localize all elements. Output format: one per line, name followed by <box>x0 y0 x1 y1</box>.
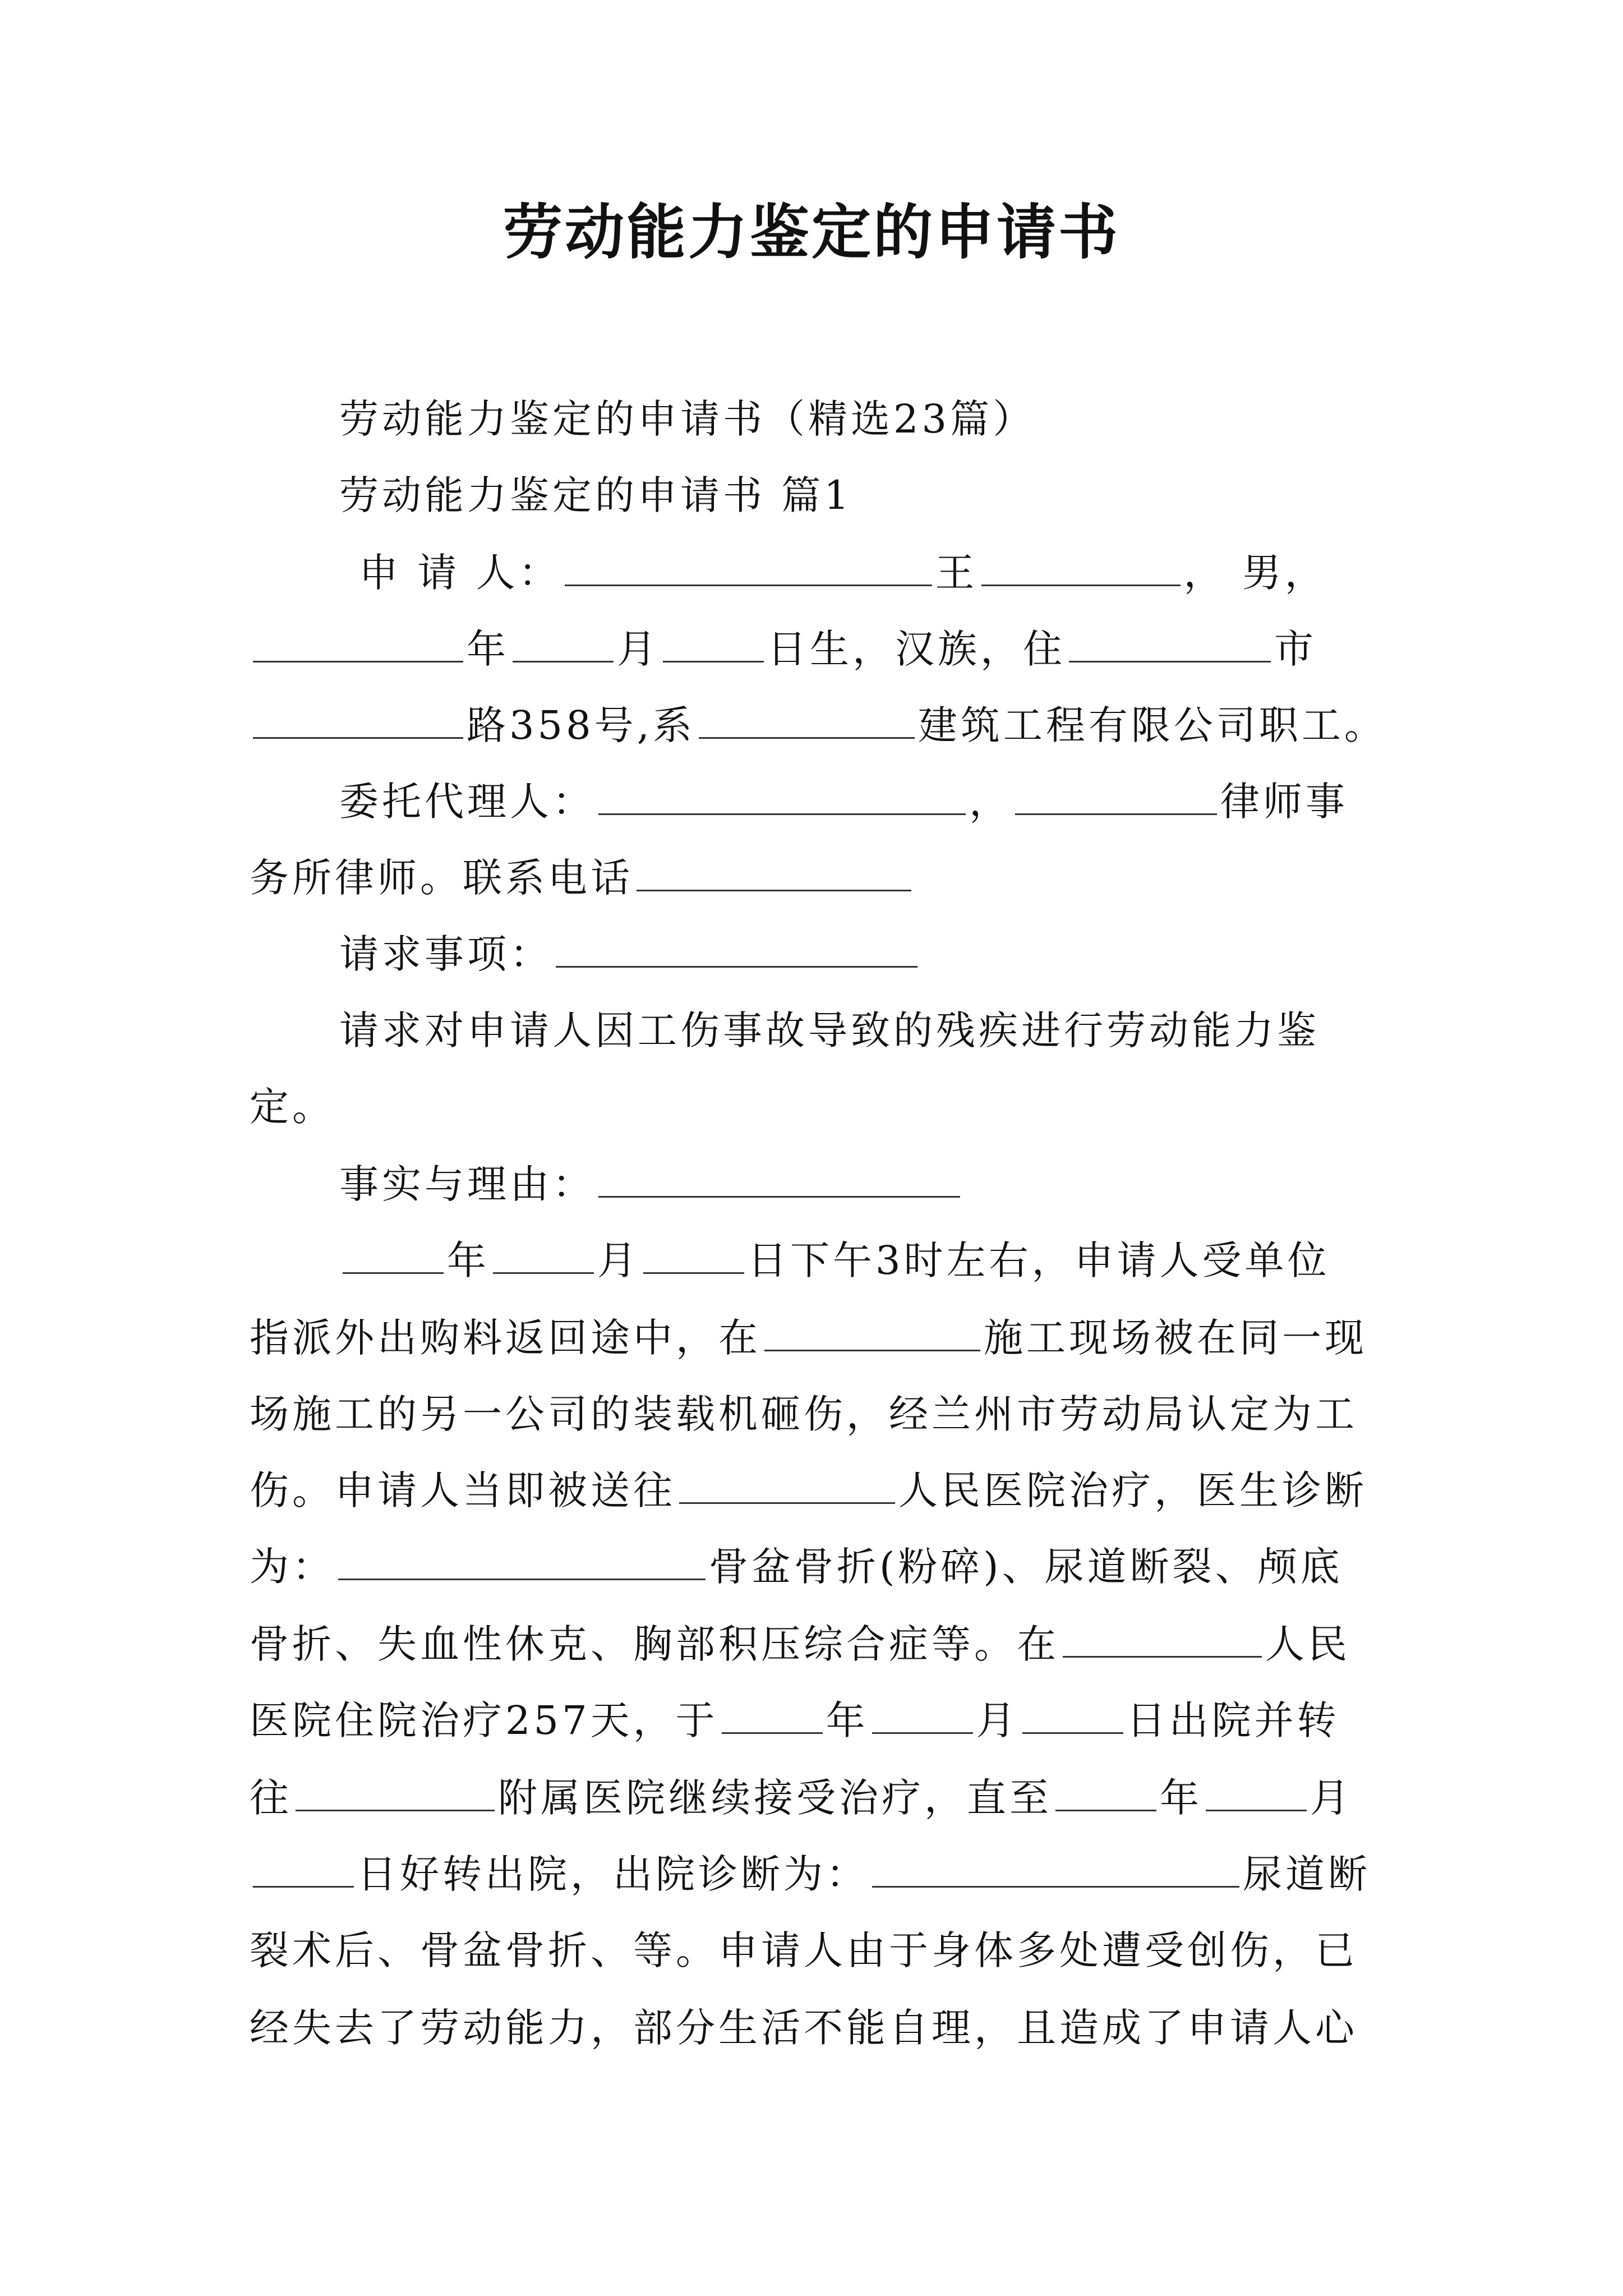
fill-in-blank <box>1022 1703 1123 1734</box>
fill-in-blank <box>872 1857 1239 1888</box>
text-segment: 日下午3时左右，申请人受单位 <box>748 1237 1330 1283</box>
text-segment: ， 男， <box>1183 550 1327 596</box>
fill-in-blank <box>343 1243 444 1274</box>
text-segment: 医院住院治疗257天，于 <box>250 1697 718 1743</box>
text-line <box>250 2005 1358 2051</box>
text-line <box>250 1544 1343 1590</box>
text-segment: 月 <box>976 1697 1019 1743</box>
fill-in-blank <box>981 555 1181 586</box>
text-segment: 人民医院治疗，医生诊断 <box>898 1467 1367 1513</box>
text-line <box>339 1161 963 1207</box>
fill-in-blank <box>722 1703 823 1734</box>
text-line <box>339 931 921 977</box>
text-segment: 年 <box>467 626 509 672</box>
text-segment: 请求事项： <box>339 931 552 977</box>
fill-in-blank <box>296 1780 495 1811</box>
text-segment: 律师事 <box>1220 779 1348 825</box>
text-line <box>339 1237 1330 1283</box>
text-segment: 委托代理人： <box>339 779 595 825</box>
text-line <box>359 550 1327 596</box>
fill-in-blank <box>253 708 463 739</box>
fill-in-blank <box>679 1473 895 1504</box>
text-line <box>250 1621 1350 1667</box>
text-segment: 市 <box>1274 626 1317 672</box>
text-segment: 日生，汉族，住 <box>767 626 1066 672</box>
text-segment: 施工现场被在同一现 <box>984 1315 1367 1361</box>
text-segment: 月 <box>1310 1775 1353 1821</box>
text-line <box>250 1775 1353 1821</box>
text-line <box>339 779 1348 825</box>
fill-in-blank <box>493 1243 594 1274</box>
text-segment: 务所律师。联系电话 <box>250 855 633 901</box>
text-segment: 附属医院继续接受治疗，直至 <box>498 1775 1052 1821</box>
fill-in-blank <box>643 1243 744 1274</box>
fill-in-blank <box>565 555 932 586</box>
text-segment: 骨折、失血性休克、胸部积压综合症等。在 <box>250 1621 1059 1667</box>
text-segment: 年 <box>826 1697 869 1743</box>
text-segment: 场施工的另一公司的装载机砸伤，经兰州市劳动局认定为工 <box>250 1391 1358 1437</box>
text-segment: 月 <box>617 626 660 672</box>
text-segment: 裂术后、骨盆骨折、等。申请人由于身体多处遭受创伤，已 <box>250 1927 1358 1973</box>
fill-in-blank <box>513 632 614 662</box>
text-segment: 指派外出购料返回途中，在 <box>250 1315 761 1361</box>
text-segment: 骨盆骨折(粉碎)、尿道断裂、颅底 <box>709 1544 1343 1590</box>
text-segment: 建筑工程有限公司职工。 <box>917 702 1387 748</box>
text-segment: 年 <box>1160 1775 1202 1821</box>
fill-in-blank <box>699 708 915 739</box>
fill-in-blank <box>1055 1780 1156 1811</box>
text-line <box>250 1927 1358 1973</box>
text-segment: 劳动能力鉴定的申请书 篇1 <box>339 472 852 518</box>
text-segment: 为： <box>250 1544 335 1590</box>
fill-in-blank <box>1206 1780 1307 1811</box>
fill-in-blank <box>872 1703 973 1734</box>
fill-in-blank <box>1015 784 1217 815</box>
document-title: 劳动能力鉴定的申请书 <box>503 197 1120 267</box>
text-segment: 尿道断 <box>1243 1851 1371 1897</box>
fill-in-blank <box>1069 632 1271 662</box>
text-segment: 月 <box>597 1237 640 1283</box>
fill-in-blank <box>598 1167 960 1198</box>
text-segment: 定。 <box>250 1084 335 1130</box>
text-segment: 事实与理由： <box>339 1161 595 1207</box>
text-segment: 日出院并转 <box>1126 1697 1340 1743</box>
text-line <box>250 1391 1358 1437</box>
text-segment: ， <box>969 779 1012 825</box>
text-line <box>339 1007 1320 1053</box>
text-segment: 申 请 人： <box>359 550 561 596</box>
text-segment: 请求对申请人因工伤事故导致的残疾进行劳动能力鉴 <box>339 1007 1320 1053</box>
text-line <box>339 472 852 518</box>
text-line <box>250 855 915 901</box>
fill-in-blank <box>1063 1627 1262 1658</box>
text-line <box>250 1851 1371 1897</box>
fill-in-blank <box>253 1857 354 1888</box>
text-segment: 年 <box>447 1237 490 1283</box>
text-segment: 劳动能力鉴定的申请书（精选23篇） <box>339 396 1036 442</box>
fill-in-blank <box>637 861 911 891</box>
text-line <box>250 1467 1367 1513</box>
fill-in-blank <box>253 632 463 662</box>
text-segment: 往 <box>250 1775 292 1821</box>
text-line <box>250 626 1317 672</box>
text-line <box>250 1084 335 1130</box>
text-segment: 伤。申请人当即被送往 <box>250 1467 676 1513</box>
text-segment: 路358号,系 <box>467 702 695 748</box>
fill-in-blank <box>598 784 966 815</box>
text-segment: 王 <box>935 550 978 596</box>
text-segment: 经失去了劳动能力，部分生活不能自理，且造成了申请人心 <box>250 2005 1358 2051</box>
fill-in-blank <box>764 1320 980 1351</box>
text-line <box>250 702 1387 748</box>
fill-in-blank <box>663 632 764 662</box>
text-segment: 日好转出院，出院诊断为： <box>357 1851 869 1897</box>
text-line <box>339 396 1036 442</box>
fill-in-blank <box>338 1549 706 1580</box>
text-line <box>250 1315 1367 1361</box>
text-line <box>250 1697 1340 1743</box>
fill-in-blank <box>556 937 917 968</box>
text-segment: 人民 <box>1265 1621 1350 1667</box>
